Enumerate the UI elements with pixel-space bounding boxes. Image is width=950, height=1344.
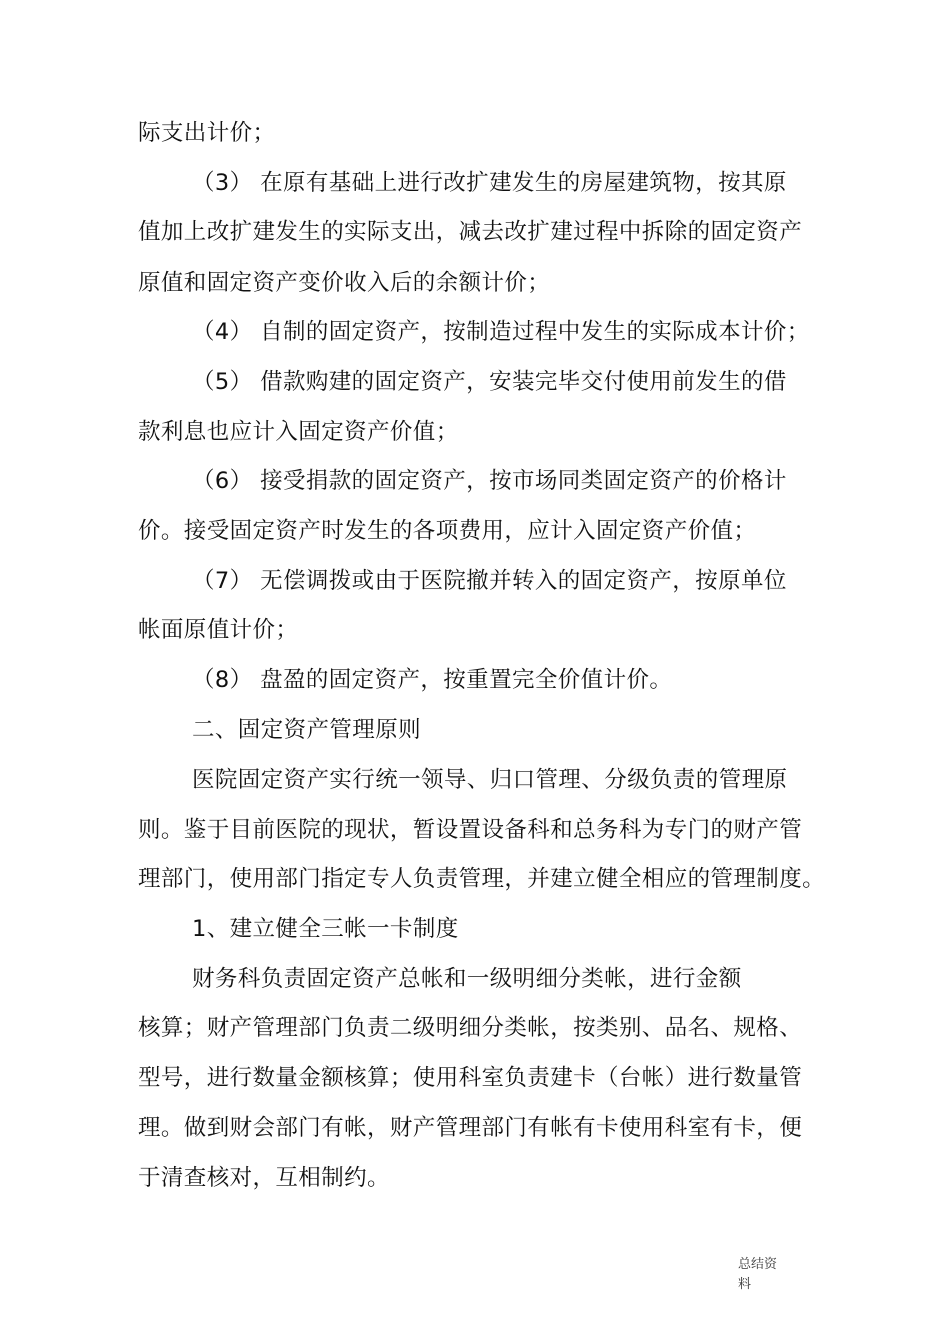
text-line-15: 则。鉴于目前医院的现状，暂设置设备科和总务科为专门的财产管 <box>138 817 803 843</box>
text-line-1: 际支出计价； <box>138 120 276 146</box>
text-line-19: 核算；财产管理部门负责二级明细分类帐，按类别、品名、规格、 <box>138 1015 803 1041</box>
text-line-11: 帐面原值计价； <box>138 617 299 643</box>
footer-line-1: 总结资 <box>738 1257 778 1272</box>
text-line-22: 于清查核对，互相制约。 <box>138 1165 390 1191</box>
subsection-heading: 1、建立健全三帐一卡制度 <box>192 916 459 942</box>
text-line-7: 款利息也应计入固定资产价值； <box>138 419 459 445</box>
text-line-8: （6） 接受捐款的固定资产，按市场同类固定资产的价格计 <box>192 468 787 494</box>
text-line-5: （4） 自制的固定资产，按制造过程中发生的实际成本计价； <box>192 319 810 345</box>
text-line-3: 值加上改扩建发生的实际支出，减去改扩建过程中拆除的固定资产 <box>138 219 803 245</box>
page-footer <box>738 1255 788 1295</box>
section-heading: 二、固定资产管理原则 <box>192 717 422 743</box>
text-line-21: 理。做到财会部门有帐，财产管理部门有帐有卡使用科室有卡，便 <box>138 1115 803 1141</box>
text-line-6: （5） 借款购建的固定资产，安装完毕交付使用前发生的借 <box>192 369 787 395</box>
text-line-18: 财务科负责固定资产总帐和一级明细分类帐，进行金额 <box>192 966 742 992</box>
text-line-14: 医院固定资产实行统一领导、归口管理、分级负责的管理原 <box>192 767 788 793</box>
text-line-16: 理部门，使用部门指定专人负责管理，并建立健全相应的管理制度。 <box>138 866 826 892</box>
text-line-12: （8） 盘盈的固定资产，按重置完全价值计价。 <box>192 667 673 693</box>
text-line-20: 型号，进行数量金额核算；使用科室负责建卡（台帐）进行数量管 <box>138 1065 803 1091</box>
text-line-9: 价。接受固定资产时发生的各项费用，应计入固定资产价值； <box>138 518 757 544</box>
text-line-2: （3） 在原有基础上进行改扩建发生的房屋建筑物，按其原 <box>192 170 787 196</box>
text-line-4: 原值和固定资产变价收入后的余额计价； <box>138 270 551 296</box>
text-line-10: （7） 无偿调拨或由于医院撤并转入的固定资产，按原单位 <box>192 568 787 594</box>
footer-line-2: 料 <box>738 1277 752 1292</box>
